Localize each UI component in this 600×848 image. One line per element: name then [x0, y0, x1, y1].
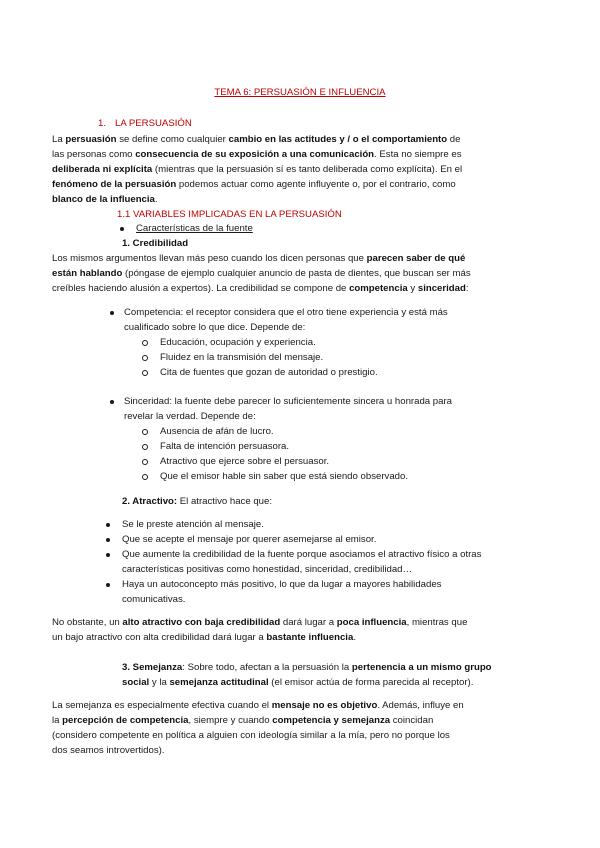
list-item: Ausencia de afán de lucro. — [160, 426, 274, 437]
text-line: fenómeno de la persuasión podemos actuar como agente influyente o, por el contrario, como — [52, 179, 456, 190]
bullet-icon — [106, 523, 110, 527]
bullet-icon — [120, 227, 124, 231]
list-item: Cita de fuentes que gozan de autoridad o prestigio. — [160, 367, 378, 378]
circle-bullet-icon — [142, 474, 148, 480]
list-item: características positivas como honestidad, sinceridad, credibilidad… — [122, 564, 413, 575]
sinceridad-line: revelar la verdad. Depende de: — [124, 411, 256, 422]
bullet-icon — [110, 311, 114, 315]
text-line: creíbles haciendo alusión a expertos). La credibilidad se compone de competencia y sinceridad: — [52, 283, 469, 294]
sinceridad-line: Sinceridad: la fuente debe parecer lo suficientemente sincera u honrada para — [124, 396, 452, 407]
text-line: están hablando (póngase de ejemplo cualquier anuncio de pasta de dientes, que buscan ser más — [52, 268, 471, 279]
text-line: La semejanza es especialmente efectiva cuando el mensaje no es objetivo. Además, influye en — [52, 700, 464, 711]
list-item: comunicativas. — [122, 594, 186, 605]
text-line: 3. Semejanza: Sobre todo, afectan a la persuasión la pertenencia a un mismo grupo — [122, 662, 492, 673]
section-heading-text: LA PERSUASIÓN — [115, 118, 192, 129]
bullet-icon — [106, 583, 110, 587]
list-item: Fluidez en la transmisión del mensaje. — [160, 352, 324, 363]
list-item: Que el emisor hable sin saber que está siendo observado. — [160, 471, 408, 482]
atractivo-heading: 2. Atractivo: El atractivo hace que: — [122, 496, 273, 507]
text-line: social y la semejanza actitudinal (el emisor actúa de forma parecida al receptor). — [122, 677, 474, 688]
text-line: las personas como consecuencia de su exposición a una comunicación. Esta no siempre es — [52, 149, 462, 160]
text-line: dos seamos introvertidos). — [52, 745, 165, 756]
circle-bullet-icon — [142, 429, 148, 435]
text-line: la percepción de competencia, siempre y cuando competencia y semejanza coincidan — [52, 715, 434, 726]
text-line: deliberada ni explícita (mientras que la persuasión sí es tanto deliberada como explícita). En el — [52, 164, 463, 175]
circle-bullet-icon — [142, 444, 148, 450]
list-item: Se le preste atención al mensaje. — [122, 519, 264, 530]
competencia-line: cualificado sobre lo que dice. Depende de: — [124, 322, 306, 333]
list-item: Haya un autoconcepto más positivo, lo que da lugar a mayores habilidades — [122, 579, 442, 590]
bullet-icon — [110, 400, 114, 404]
text-line: un bajo atractivo con alta credibilidad dará lugar a bastante influencia. — [52, 632, 356, 643]
circle-bullet-icon — [142, 340, 148, 346]
credibilidad-heading: 1. Credibilidad — [122, 238, 189, 249]
list-item: Atractivo que ejerce sobre el persuasor. — [160, 456, 330, 467]
text-line: La persuasión se define como cualquier cambio en las actitudes y / o el comportamiento de — [52, 134, 461, 145]
text-line: blanco de la influencia. — [52, 194, 158, 205]
circle-bullet-icon — [142, 370, 148, 376]
fuente-heading: Características de la fuente — [136, 223, 253, 234]
text-line: (considero competente en política a alguien con ideología similar a la mía, pero no porque los — [52, 730, 450, 741]
text-line: Los mismos argumentos llevan más peso cuando los dicen personas que parecen saber de qué — [52, 253, 466, 264]
list-item: Que aumente la credibilidad de la fuente porque asociamos el atractivo físico a otras — [122, 549, 482, 560]
section-heading-persuasion — [98, 117, 192, 132]
list-item: Falta de intención persuasora. — [160, 441, 290, 452]
subsection-heading-variables: 1.1 VARIABLES IMPLICADAS EN LA PERSUASIÓN — [117, 209, 342, 220]
circle-bullet-icon — [142, 355, 148, 361]
text-line: No obstante, un alto atractivo con baja credibilidad dará lugar a poca influencia, mientras que — [52, 617, 468, 628]
page-title: TEMA 6: PERSUASIÓN E INFLUENCIA — [214, 87, 386, 98]
section-number: 1. — [98, 118, 107, 129]
bullet-icon — [106, 553, 110, 557]
list-item: Que se acepte el mensaje por querer asemejarse al emisor. — [122, 534, 377, 545]
circle-bullet-icon — [142, 459, 148, 465]
bullet-icon — [106, 538, 110, 542]
competencia-line: Competencia: el receptor considera que el otro tiene experiencia y está más — [124, 307, 448, 318]
list-item: Educación, ocupación y experiencia. — [160, 337, 316, 348]
